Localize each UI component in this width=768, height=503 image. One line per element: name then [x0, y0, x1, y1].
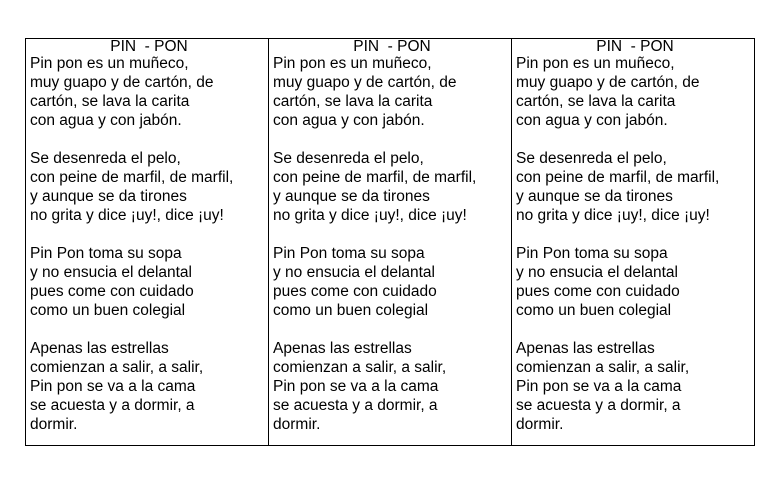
lyric-line: Pin pon es un muñeco,	[30, 55, 189, 72]
lyric-line: pues come con cuidado	[273, 283, 437, 300]
lyric-line: Pin Pon toma su sopa	[30, 245, 182, 262]
lyric-line: comienzan a salir, a salir,	[516, 359, 690, 376]
lyrics-row	[26, 39, 755, 446]
stanza	[30, 54, 268, 130]
lyric-line: y aunque se da tirones	[30, 188, 187, 205]
lyric-line: y no ensucia el delantal	[30, 264, 193, 281]
lyric-line: Pin pon se va a la cama	[30, 378, 196, 395]
lyric-line: y aunque se da tirones	[273, 188, 430, 205]
lyric-line: Se desenreda el pelo,	[273, 150, 424, 167]
stanza	[30, 339, 268, 434]
lyrics-column-1	[26, 39, 269, 446]
lyric-line: Se desenreda el pelo,	[516, 150, 667, 167]
lyric-line: cartón, se lava la carita	[273, 93, 433, 110]
lyric-line: se acuesta y a dormir, a	[30, 397, 195, 414]
lyric-line: pues come con cuidado	[516, 283, 680, 300]
lyric-line: Apenas las estrellas	[516, 340, 655, 357]
lyric-line: Pin Pon toma su sopa	[273, 245, 425, 262]
song-title: PIN - PON	[110, 38, 188, 55]
lyric-line: y aunque se da tirones	[516, 188, 673, 205]
lyric-line: no grita y dice ¡uy!, dice ¡uy!	[30, 207, 224, 224]
lyric-line: con agua y con jabón.	[30, 112, 182, 129]
lyric-line: no grita y dice ¡uy!, dice ¡uy!	[273, 207, 467, 224]
lyrics-column-3	[512, 39, 755, 446]
stanza	[516, 244, 754, 320]
lyric-line: cartón, se lava la carita	[516, 93, 676, 110]
lyric-line: como un buen colegial	[516, 302, 672, 319]
stanza	[273, 54, 511, 130]
lyric-line: Pin Pon toma su sopa	[516, 245, 668, 262]
lyric-line: Apenas las estrellas	[30, 340, 169, 357]
lyric-line: y no ensucia el delantal	[273, 264, 436, 281]
lyric-line: y no ensucia el delantal	[516, 264, 679, 281]
lyric-line: no grita y dice ¡uy!, dice ¡uy!	[516, 207, 710, 224]
lyric-line: muy guapo y de cartón, de	[516, 74, 700, 91]
lyric-line: con peine de marfil, de marfil,	[273, 169, 477, 186]
lyric-line: Pin pon se va a la cama	[516, 378, 682, 395]
lyric-line: muy guapo y de cartón, de	[273, 74, 457, 91]
lyric-line: cartón, se lava la carita	[30, 93, 190, 110]
lyric-line: Se desenreda el pelo,	[30, 150, 181, 167]
lyric-line: comienzan a salir, a salir,	[273, 359, 447, 376]
lyric-line: Apenas las estrellas	[273, 340, 412, 357]
lyric-line: dormir.	[30, 416, 78, 433]
lyric-line: como un buen colegial	[273, 302, 429, 319]
stanza	[273, 339, 511, 434]
stanza	[30, 244, 268, 320]
lyrics-table	[25, 38, 755, 446]
stanza	[30, 149, 268, 225]
lyrics-column-2	[269, 39, 512, 446]
lyric-line: comienzan a salir, a salir,	[30, 359, 204, 376]
stanza	[273, 149, 511, 225]
lyric-line: con agua y con jabón.	[273, 112, 425, 129]
stanza	[516, 149, 754, 225]
stanza	[273, 244, 511, 320]
lyric-line: pues come con cuidado	[30, 283, 194, 300]
lyric-line: con peine de marfil, de marfil,	[30, 169, 234, 186]
lyric-line: como un buen colegial	[30, 302, 186, 319]
lyric-line: Pin pon es un muñeco,	[516, 55, 675, 72]
lyric-line: se acuesta y a dormir, a	[273, 397, 438, 414]
lyric-line: se acuesta y a dormir, a	[516, 397, 681, 414]
lyric-line: dormir.	[273, 416, 321, 433]
lyric-line: muy guapo y de cartón, de	[30, 74, 214, 91]
song-title: PIN - PON	[353, 38, 431, 55]
lyric-line: con agua y con jabón.	[516, 112, 668, 129]
lyric-line: Pin pon es un muñeco,	[273, 55, 432, 72]
stanza	[516, 54, 754, 130]
stanza	[516, 339, 754, 434]
lyric-line: Pin pon se va a la cama	[273, 378, 439, 395]
song-title: PIN - PON	[596, 38, 674, 55]
lyric-line: dormir.	[516, 416, 564, 433]
lyric-line: con peine de marfil, de marfil,	[516, 169, 720, 186]
